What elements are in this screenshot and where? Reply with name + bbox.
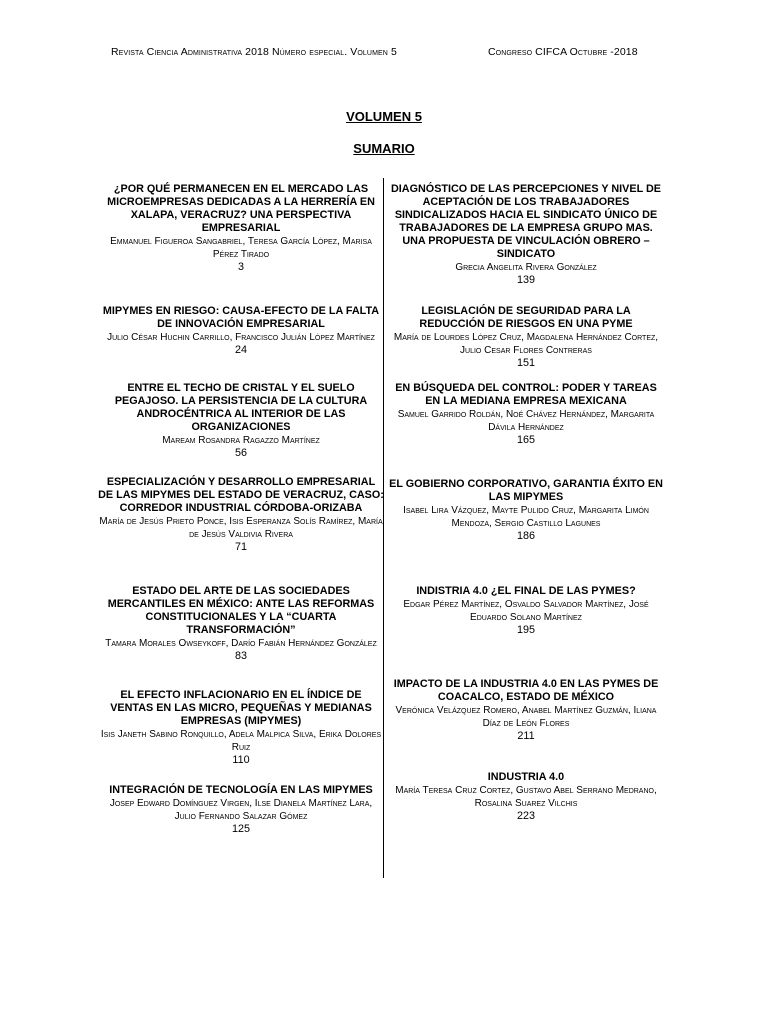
entry-page: 56 [234,447,247,459]
entry-title: EL GOBIERNO CORPORATIVO, GARANTIA ÉXITO EN LAS MIPYMES [389,478,663,503]
entry-page: 195 [516,624,535,636]
toc-entry [98,183,384,274]
entry-authors: María de Jesús Prieto Ponce, Isis Esperanza Solís Ramírez, María de Jesús Valdivia Rivera [99,516,383,540]
entry-page: 24 [234,344,247,356]
entry-authors: Maream Rosandra Ragazzo Martínez [162,435,320,446]
entry-authors: Isabel Lira Vázquez, Mayte Pulido Cruz, Margarita Limón Mendoza, Sergio Castillo Lagunes [403,505,649,529]
entry-page: 186 [516,530,535,542]
toc-entry [98,784,384,836]
toc-entry [388,382,664,447]
entry-title: INTEGRACIÓN DE TECNOLOGÍA EN LAS MIPYMES [109,784,373,796]
toc-entry [388,478,664,543]
entry-title: INDISTRIA 4.0 ¿EL FINAL DE LAS PYMES? [416,585,636,597]
entry-page: 223 [516,810,535,822]
journal-header: Revista Ciencia Administrativa 2018 Número especial. Volumen 5 [111,46,397,58]
running-header [0,46,768,62]
entry-page: 139 [516,274,535,286]
entry-page: 151 [516,357,535,369]
entry-authors: Isis Janeth Sabino Ronquillo, Adela Malpica Silva, Erika Dolores Ruiz [100,729,382,753]
toc-entry [98,476,384,554]
entry-authors: Grecia Angelita Rivera González [455,262,597,273]
entry-authors: Josep Edward Domínguez Virgen, Ilse Dianela Martínez Lara, Julio Fernando Salazar Gómez [109,798,373,822]
entry-title: ESPECIALIZACIÓN Y DESARROLLO EMPRESARIAL DE LAS MIPYMES DEL ESTADO DE VERACRUZ, CASO: CORREDOR INDUSTRIAL CÓRDOBA-ORIZABA [98,476,384,514]
entry-authors: María Teresa Cruz Cortez, Gustavo Abel Serrano Medrano, Rosalina Suarez Vilchis [395,785,657,809]
entry-page: 83 [234,650,247,662]
congress-header: Congreso CIFCA Octubre -2018 [488,46,638,58]
entry-title: LEGISLACIÓN DE SEGURIDAD PARA LA REDUCCIÓN DE RIESGOS EN UNA PYME [419,305,633,330]
toc-entry [388,585,664,637]
entry-title: EL EFECTO INFLACIONARIO EN EL ÍNDICE DE VENTAS EN LAS MICRO, PEQUEÑAS Y MEDIANAS EMPRESAS (MIPYMES) [110,689,372,727]
entry-title: DIAGNÓSTICO DE LAS PERCEPCIONES Y NIVEL DE ACEPTACIÓN DE LOS TRABAJADORES SINDICALIZADOS HACIA EL SINDICATO ÚNICO DE TRABAJADORES DE LA EMPRESA GRUPO MAS. UNA PROPUESTA DE VINCULACIÓN OBRERO – SINDICATO [391,183,661,260]
toc-entry [388,183,664,287]
entry-authors: Edgar Pérez Martínez, Osvaldo Salvador Martínez, José Eduardo Solano Martínez [403,599,649,623]
summary-title: SUMARIO [353,141,415,156]
entry-page: 3 [237,261,244,273]
entry-authors: Verónica Velázquez Romero, Anabel Martínez Guzmán, Iliana Díaz de León Flores [395,705,657,729]
entry-page: 165 [516,434,535,446]
entry-title: EN BÚSQUEDA DEL CONTROL: PODER Y TAREAS EN LA MEDIANA EMPRESA MEXICANA [395,382,657,407]
entry-title: ¿POR QUÉ PERMANECEN EN EL MERCADO LAS MICROEMPRESAS DEDICADAS A LA HERRERÍA EN XALAPA, VERACRUZ? UNA PERSPECTIVA EMPRESARIAL [107,183,375,234]
entry-title: IMPACTO DE LA INDUSTRIA 4.0 EN LAS PYMES DE COACALCO, ESTADO DE MÉXICO [393,678,659,703]
entry-authors: Tamara Morales Owseykoff, Darío Fabián Hernández González [105,638,377,649]
entry-page: 110 [232,754,250,766]
toc-entry [98,689,384,767]
entry-page: 125 [231,823,250,835]
toc-entry [98,305,384,357]
toc-entry [98,382,384,460]
toc-entry [388,771,664,823]
entry-title: MIPYMES EN RIESGO: CAUSA-EFECTO DE LA FALTA DE INNOVACIÓN EMPRESARIAL [102,305,380,330]
entry-page: 211 [517,730,535,742]
volume-title: VOLUMEN 5 [346,109,422,124]
toc-entry [388,305,664,370]
entry-authors: Samuel Garrido Roldán, Noé Chávez Hernández, Margarita Dávila Hernández [397,409,655,433]
toc-entry [388,678,664,743]
entry-authors: Julio César Huchin Carrillo, Francisco Julián López Martínez [107,332,375,343]
entry-authors: Emmanuel Figueroa Sangabriel, Teresa García López, Marisa Pérez Tirado [110,236,372,260]
entry-title: ESTADO DEL ARTE DE LAS SOCIEDADES MERCANTILES EN MÉXICO: ANTE LAS REFORMAS CONSTITUCIONALES Y LA “CUARTA TRANSFORMACIÓN” [107,585,375,636]
entry-title: INDUSTRIA 4.0 [487,771,565,783]
entry-authors: María de Lourdes López Cruz, Magdalena Hernández Cortez, Julio Cesar Flores Contreras [393,332,659,356]
toc-entry [98,585,384,663]
entry-title: ENTRE EL TECHO DE CRISTAL Y EL SUELO PEGAJOSO. LA PERSISTENCIA DE LA CULTURA ANDROCÉNTRICA AL INTERIOR DE LAS ORGANIZACIONES [114,382,368,433]
entry-page: 71 [234,541,247,553]
